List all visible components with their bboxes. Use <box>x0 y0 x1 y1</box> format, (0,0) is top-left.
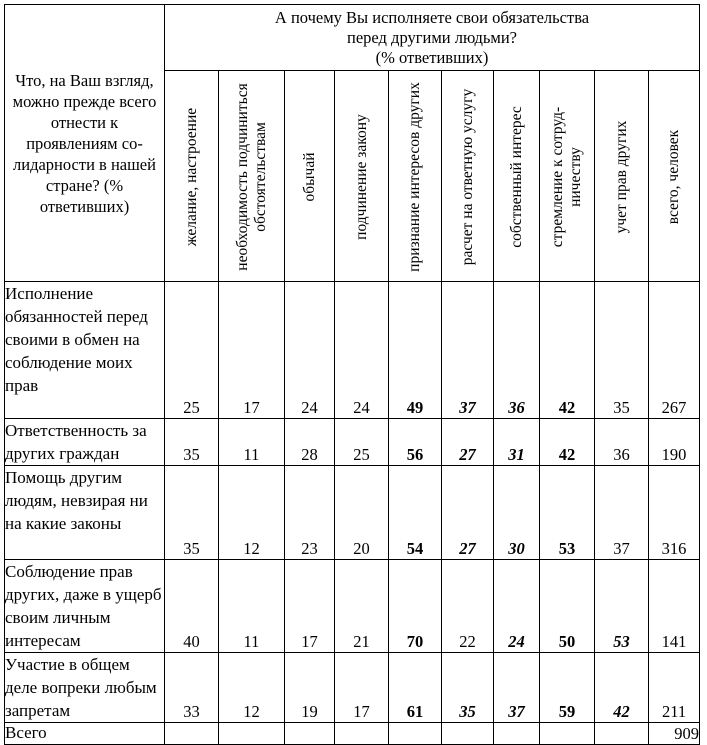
row-label: Участие в общем деле вопреки любым запретам <box>5 653 165 723</box>
table-cell: 12 <box>219 653 285 723</box>
column-header <box>219 71 285 282</box>
table-cell: 24 <box>335 282 389 419</box>
table-cell: 23 <box>285 466 335 560</box>
empty-cell <box>494 723 540 745</box>
table-cell: 61 <box>389 653 442 723</box>
column-header <box>285 71 335 282</box>
table-cell: 37 <box>595 466 649 560</box>
table-cell: 36 <box>494 282 540 419</box>
column-header <box>649 71 700 282</box>
table-cell: 211 <box>649 653 700 723</box>
total-label: Всего <box>5 723 165 745</box>
question-line-1: А почему Вы исполняете свои обязательства <box>274 7 590 27</box>
table-cell: 190 <box>649 419 700 466</box>
table-cell: 17 <box>285 560 335 653</box>
row-label: Соблюдение прав других, даже в ущерб своим личным интересам <box>5 560 165 653</box>
empty-cell <box>219 723 285 745</box>
table-cell: 12 <box>219 466 285 560</box>
table-cell: 35 <box>165 419 219 466</box>
column-header <box>494 71 540 282</box>
empty-cell <box>595 723 649 745</box>
empty-cell <box>335 723 389 745</box>
table-cell: 11 <box>219 560 285 653</box>
table-cell: 11 <box>219 419 285 466</box>
empty-cell <box>165 723 219 745</box>
table-cell: 22 <box>442 560 494 653</box>
table-cell: 20 <box>335 466 389 560</box>
column-header-label: подчинение закону <box>352 114 370 240</box>
table-cell: 37 <box>442 282 494 419</box>
table-cell: 17 <box>219 282 285 419</box>
table-cell: 37 <box>494 653 540 723</box>
table-row <box>5 653 700 723</box>
column-header-label: признание интересов других <box>406 82 423 272</box>
table-cell: 30 <box>494 466 540 560</box>
table-cell: 53 <box>595 560 649 653</box>
table-cell: 40 <box>165 560 219 653</box>
row-label: Исполнение обязанностей перед своими в обмен на соблюдение моих прав <box>5 282 165 419</box>
table-cell: 17 <box>335 653 389 723</box>
table-cell: 24 <box>494 560 540 653</box>
table-row <box>5 282 700 419</box>
table-cell: 42 <box>595 653 649 723</box>
empty-cell <box>540 723 595 745</box>
column-header-label: учет прав других <box>612 120 630 234</box>
table-cell: 141 <box>649 560 700 653</box>
table-cell: 35 <box>442 653 494 723</box>
table-cell: 54 <box>389 466 442 560</box>
empty-cell <box>442 723 494 745</box>
table-cell: 27 <box>442 466 494 560</box>
column-header <box>389 71 442 282</box>
row-label: Ответственность за других граждан <box>5 419 165 466</box>
column-header-label: собственный интерес <box>507 106 525 248</box>
table-row <box>5 419 700 466</box>
column-header <box>595 71 649 282</box>
table-cell: 267 <box>649 282 700 419</box>
table-cell: 28 <box>285 419 335 466</box>
table-cell: 21 <box>335 560 389 653</box>
column-header-label: стремление к сотруд-ничеству <box>549 106 584 248</box>
table-cell: 36 <box>595 419 649 466</box>
column-header-label: желание, настроение <box>182 107 200 247</box>
table-cell: 24 <box>285 282 335 419</box>
table-cell: 59 <box>540 653 595 723</box>
table-cell: 31 <box>494 419 540 466</box>
table-cell: 25 <box>335 419 389 466</box>
column-header <box>165 71 219 282</box>
question-line-2: перед другими людьми? <box>347 27 517 47</box>
table-cell: 42 <box>540 419 595 466</box>
survey-table <box>4 4 700 745</box>
table-cell: 19 <box>285 653 335 723</box>
total-row <box>5 723 700 745</box>
column-header <box>540 71 595 282</box>
question-line-3: (% ответивших) <box>375 47 489 67</box>
table-cell: 27 <box>442 419 494 466</box>
table-cell: 35 <box>595 282 649 419</box>
column-header-label: обычай <box>300 152 318 202</box>
column-header-label: всего, человек <box>665 129 682 225</box>
row-label: Помощь другим людям, невзирая ни на какие законы <box>5 466 165 560</box>
table-cell: 70 <box>389 560 442 653</box>
column-header-label: необходимость подчиниться обстоятельствам <box>233 83 269 271</box>
column-header <box>442 71 494 282</box>
corner-header: Что, на Ваш взгляд, можно прежде всего отнести к проявлениям со-лидарности в нашей стране? (% ответивших) <box>5 5 165 282</box>
table-row <box>5 560 700 653</box>
table-cell: 53 <box>540 466 595 560</box>
table-row <box>5 466 700 560</box>
table-cell: 56 <box>389 419 442 466</box>
table-cell: 50 <box>540 560 595 653</box>
empty-cell <box>389 723 442 745</box>
question-header <box>165 5 700 71</box>
table-cell: 33 <box>165 653 219 723</box>
table-cell: 316 <box>649 466 700 560</box>
table-cell: 49 <box>389 282 442 419</box>
empty-cell <box>285 723 335 745</box>
table-cell: 25 <box>165 282 219 419</box>
column-header <box>335 71 389 282</box>
table-cell: 42 <box>540 282 595 419</box>
total-value: 909 <box>649 723 700 745</box>
table-cell: 35 <box>165 466 219 560</box>
column-header-label: расчет на ответную услугу <box>458 88 476 266</box>
